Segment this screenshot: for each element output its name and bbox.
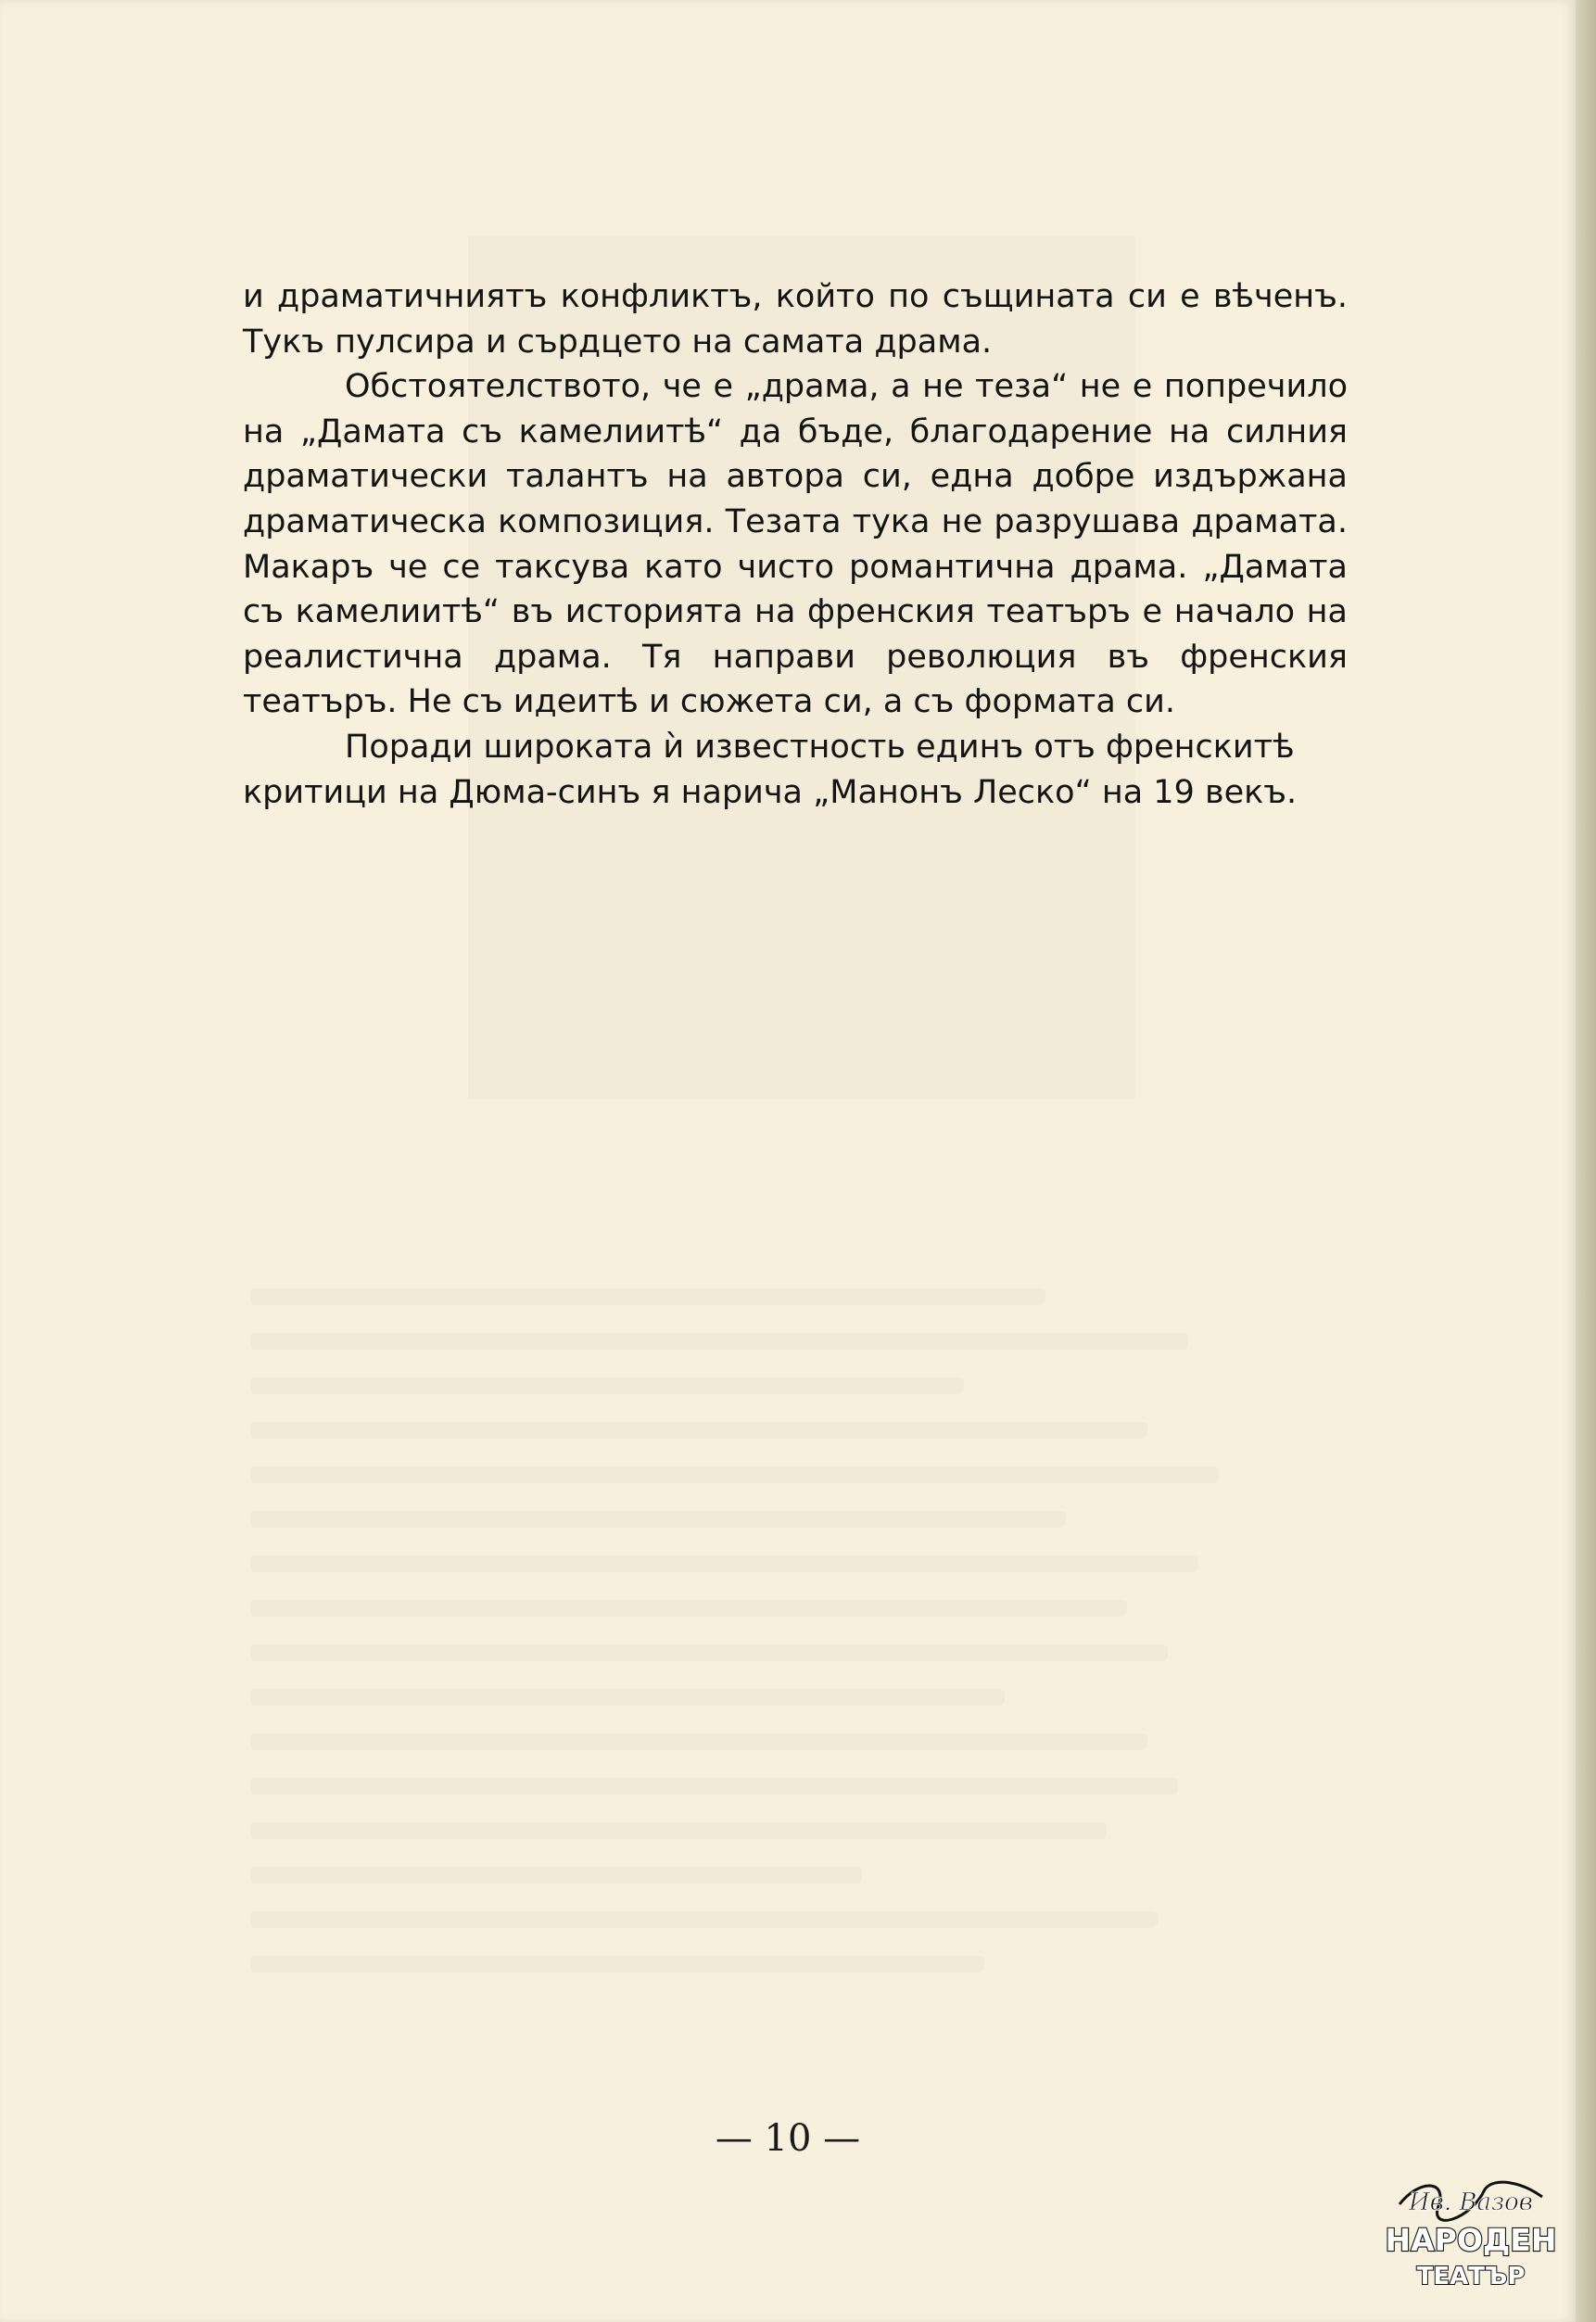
logo-signature: Ив. Вазов [1409, 2189, 1533, 2216]
logo-line-1: Народен [1385, 2222, 1557, 2258]
national-theatre-logo [1383, 2169, 1559, 2299]
logo-line-2: Театър [1416, 2263, 1526, 2290]
page-edge [1576, 0, 1596, 2322]
paragraph-3: Поради широката ѝ известность единъ отъ френскитѣ критици на Дюма-синъ я нарича „Манонъ Леско“ на 19 векъ. [243, 728, 1298, 811]
show-through-text [250, 1288, 1270, 2021]
paragraph-2: Обстоятелството, че е „драма, а не теза“ не е попречило на „Дамата съ камелиитѣ“ да бъде, благодарение на силния драматически талантъ на автора си, една добре издържана драматическа композиция. Тезата тука не разрушава драмата. Макаръ че се таксува като чисто романтична драма. „Дамата съ камелиитѣ“ въ историята на френския театъръ е начало на реалистична драма. Тя направи революция въ френския театъръ. Не съ идеитѣ и сюжета си, а съ формата си. [243, 368, 1348, 721]
body-text [243, 274, 1348, 815]
page-number: — 10 — [715, 2117, 861, 2160]
paragraph-1: и драматичниятъ конфликтъ, който по същината си е вѣченъ. Тукъ пулсира и сърдцето на самата драма. [243, 278, 1348, 361]
